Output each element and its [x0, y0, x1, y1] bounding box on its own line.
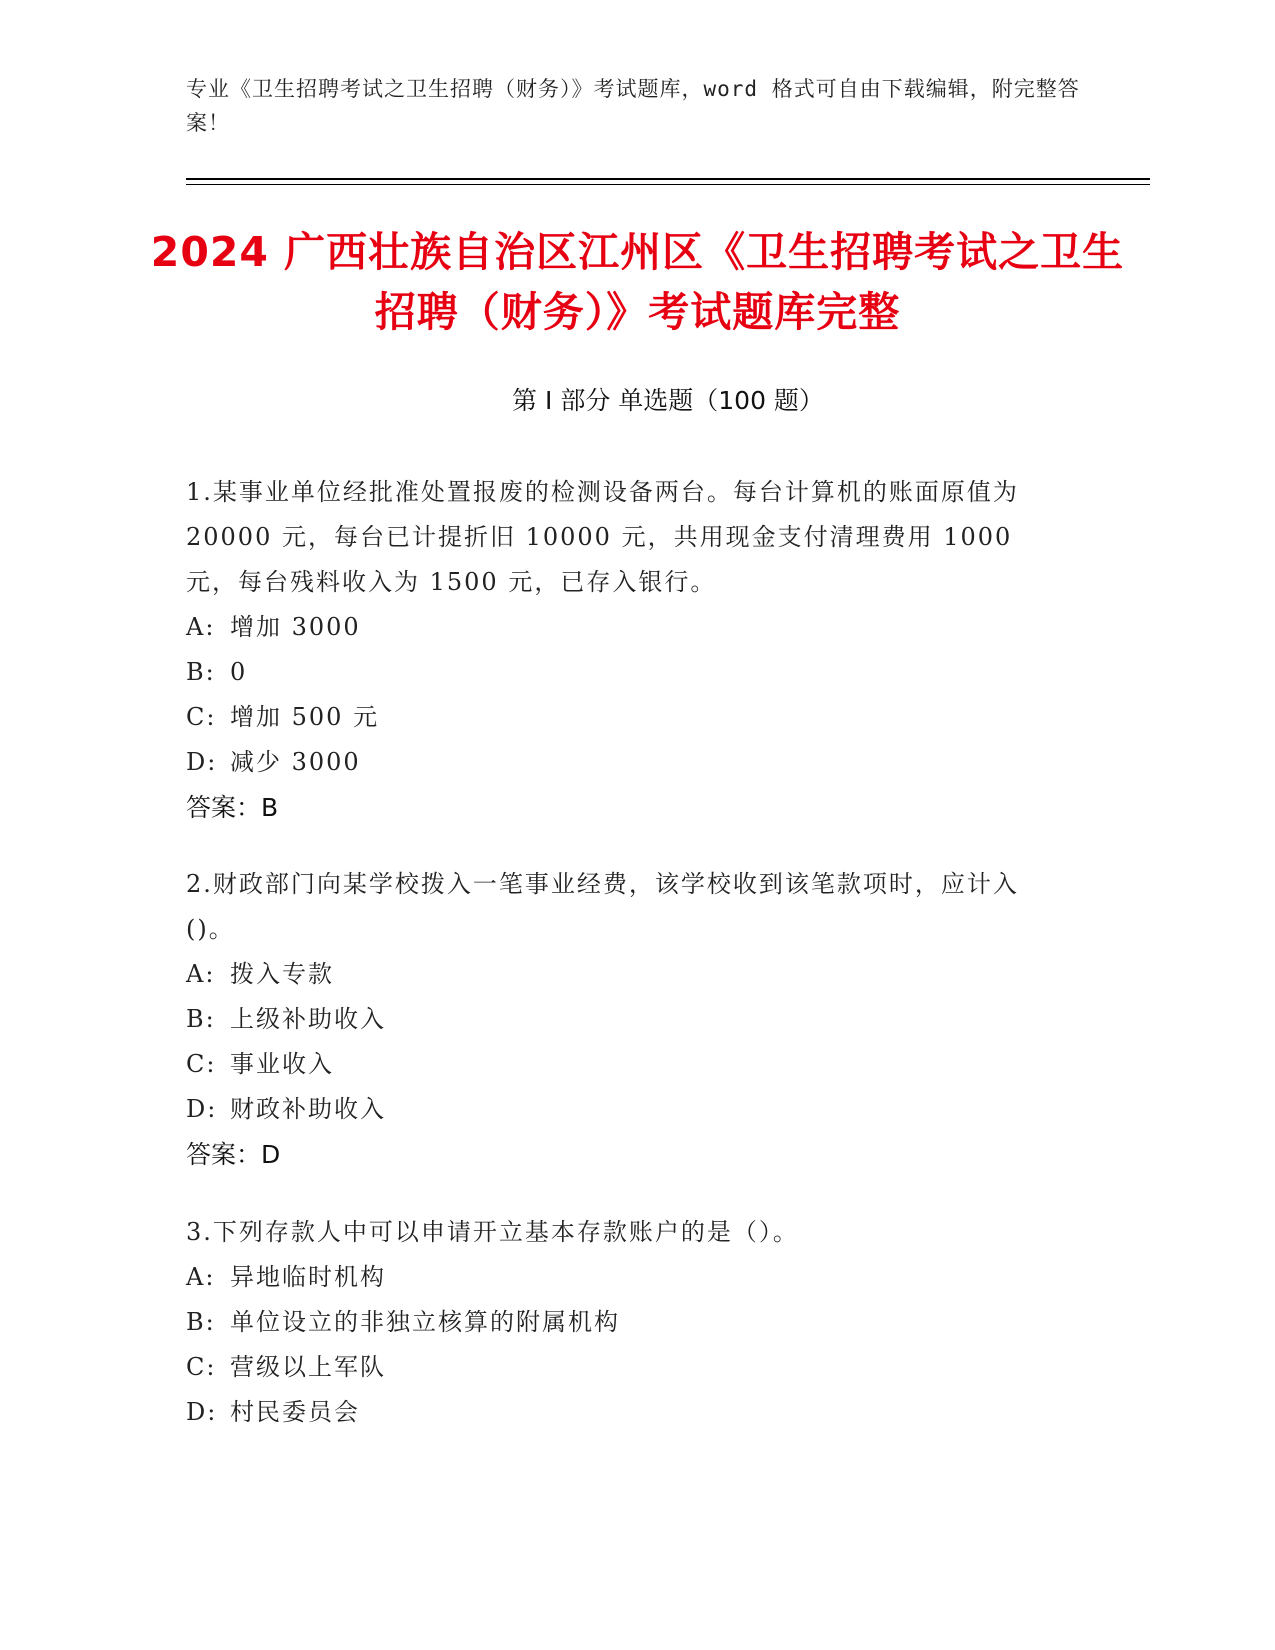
option-text: 单位设立的非独立核算的附属机构	[230, 1308, 620, 1336]
answer: 答案：D	[186, 1140, 281, 1169]
option-text: 增加 500 元	[230, 703, 380, 731]
question-2	[186, 862, 1066, 1177]
option-b	[186, 1300, 1066, 1345]
question-stem: 3.下列存款人中可以申请开立基本存款账户的是（）。	[186, 1218, 799, 1246]
option-key: A:	[186, 1263, 216, 1291]
header-rule-thick	[186, 178, 1150, 180]
option-c	[186, 695, 1066, 740]
option-text: 减少 3000	[230, 748, 361, 776]
option-a	[186, 1255, 1066, 1300]
question-1	[186, 470, 1066, 830]
question-stem: 2.财政部门向某学校拨入一笔事业经费，该学校收到该笔款项时，应计入()。	[186, 870, 1019, 943]
option-d	[186, 740, 1066, 785]
header-rule-thin	[186, 184, 1150, 185]
option-key: D:	[186, 1398, 218, 1426]
option-key: A:	[186, 960, 216, 988]
option-key: D:	[186, 748, 218, 776]
option-d	[186, 1087, 1066, 1132]
option-text: 营级以上军队	[230, 1353, 386, 1381]
option-key: C:	[186, 1353, 217, 1381]
option-key: C:	[186, 1050, 217, 1078]
section-title: 第 I 部分 单选题（100 题）	[512, 386, 824, 415]
option-text: 事业收入	[230, 1050, 334, 1078]
option-text: 村民委员会	[230, 1398, 360, 1426]
option-text: 0	[230, 658, 248, 686]
option-d	[186, 1390, 1066, 1435]
option-a	[186, 952, 1066, 997]
option-a	[186, 605, 1066, 650]
option-text: 增加 3000	[230, 613, 361, 641]
question-3	[186, 1210, 1066, 1435]
option-text: 拨入专款	[230, 960, 334, 988]
option-key: C:	[186, 703, 217, 731]
answer: 答案：B	[186, 793, 279, 822]
question-stem: 1.某事业单位经批准处置报废的检测设备两台。每台计算机的账面原值为 20000 元，每台已计提折旧 10000 元，共用现金支付清理费用 1000 元，每台残料收入为 1500 元，已存入银行。	[186, 478, 1019, 596]
option-b	[186, 997, 1066, 1042]
option-key: B:	[186, 1005, 216, 1033]
header-note: 专业《卫生招聘考试之卫生招聘（财务）》考试题库，word 格式可自由下载编辑，附完整答案！	[186, 77, 1080, 135]
option-key: A:	[186, 613, 216, 641]
option-text: 财政补助收入	[230, 1095, 386, 1123]
document-title: 2024 广西壮族自治区江州区《卫生招聘考试之卫生招聘（财务）》考试题库完整	[150, 228, 1125, 336]
option-text: 异地临时机构	[230, 1263, 386, 1291]
option-c	[186, 1345, 1066, 1390]
option-text: 上级补助收入	[230, 1005, 386, 1033]
option-key: B:	[186, 658, 216, 686]
option-key: B:	[186, 1308, 216, 1336]
option-b	[186, 650, 1066, 695]
option-c	[186, 1042, 1066, 1087]
option-key: D:	[186, 1095, 218, 1123]
